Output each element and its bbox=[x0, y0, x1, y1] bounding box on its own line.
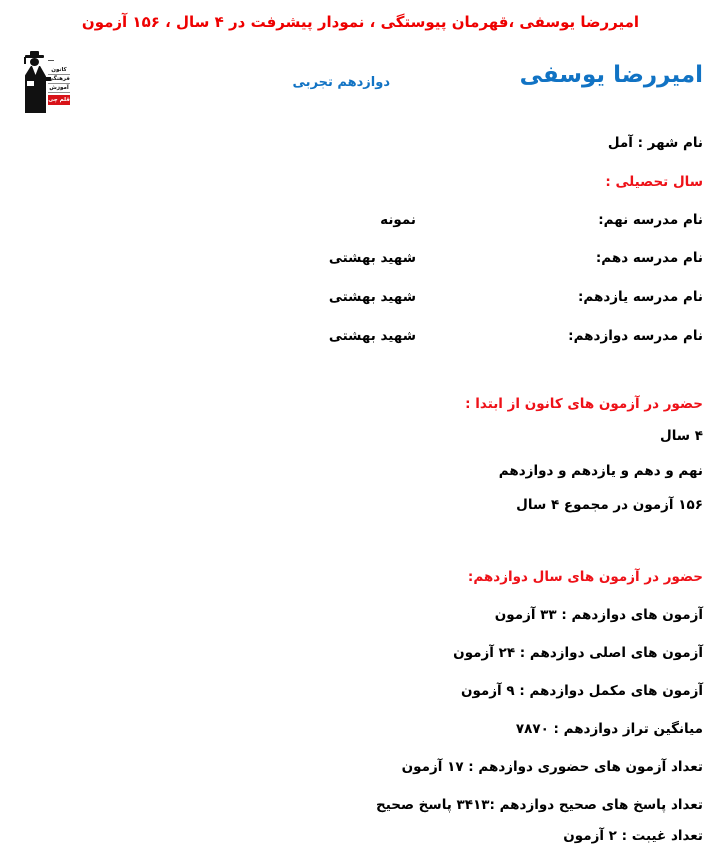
logo-line-1: کانون bbox=[48, 66, 70, 75]
graduate-figure-icon bbox=[23, 49, 50, 115]
kanoon-logo bbox=[23, 49, 70, 115]
school-label-eleventh: نام مدرسه یازدهم: bbox=[577, 289, 703, 305]
school-value-eleventh: شهید بهشتی bbox=[328, 289, 416, 305]
twelfth-grade-heading: حضور در آزمون های سال دوازدهم: bbox=[467, 569, 703, 585]
logo-line-2: فرهنگی bbox=[48, 76, 70, 82]
twelfth-absences-row: تعداد غیبت : ۲ آزمون bbox=[563, 828, 703, 844]
city-row: نام شهر : آمل bbox=[607, 135, 703, 151]
school-value-twelfth: شهید بهشتی bbox=[328, 328, 416, 344]
page-student-name: امیررضا یوسفی bbox=[519, 62, 703, 88]
head-icon bbox=[30, 58, 39, 66]
twelfth-average-taraz-row: میانگین تراز دوازدهم : ۷۸۷۰ bbox=[515, 721, 703, 737]
school-value-tenth: شهید بهشتی bbox=[328, 250, 416, 266]
twelfth-correct-answers-row: تعداد پاسخ های صحیح دوازدهم :۳۴۱۳ پاسخ صحیح bbox=[375, 797, 703, 813]
twelfth-supplementary-exams-row: آزمون های مکمل دوازدهم : ۹ آزمون bbox=[460, 683, 703, 699]
attendance-grades-row: نهم و دهم و یازدهم و دوازدهم bbox=[498, 463, 703, 479]
logo-wordmark bbox=[48, 66, 70, 114]
academic-year-heading: سال تحصیلی : bbox=[605, 174, 703, 190]
school-label-ninth: نام مدرسه نهم: bbox=[598, 212, 703, 228]
twelfth-total-exams-row: آزمون های دوازدهم : ۳۳ آزمون bbox=[494, 607, 703, 623]
page-title: امیررضا یوسفی ،قهرمان پیوستگی ، نمودار پیشرفت در ۴ سال ، ۱۵۶ آزمون bbox=[81, 13, 640, 31]
student-grade-major: دوازدهم تجربی bbox=[292, 75, 390, 90]
school-value-ninth: نمونه bbox=[380, 212, 416, 228]
logo-badge: قلم چی bbox=[48, 97, 70, 103]
attendance-total-exams-row: ۱۵۶ آزمون در مجموع ۴ سال bbox=[516, 497, 703, 513]
book-icon bbox=[26, 80, 35, 87]
tassel-icon bbox=[24, 57, 26, 64]
logo-divider bbox=[48, 60, 54, 61]
school-label-tenth: نام مدرسه دهم: bbox=[595, 250, 703, 266]
twelfth-in-person-exams-row: تعداد آزمون های حضوری دوازدهم : ۱۷ آزمون bbox=[401, 759, 703, 775]
attendance-since-start-heading: حضور در آزمون های کانون از ابتدا : bbox=[465, 396, 703, 412]
logo-line-3: آموزش bbox=[49, 85, 69, 91]
attendance-years-row: ۴ سال bbox=[659, 428, 703, 444]
school-label-twelfth: نام مدرسه دوازدهم: bbox=[568, 328, 703, 344]
twelfth-main-exams-row: آزمون های اصلی دوازدهم : ۲۴ آزمون bbox=[453, 645, 703, 661]
